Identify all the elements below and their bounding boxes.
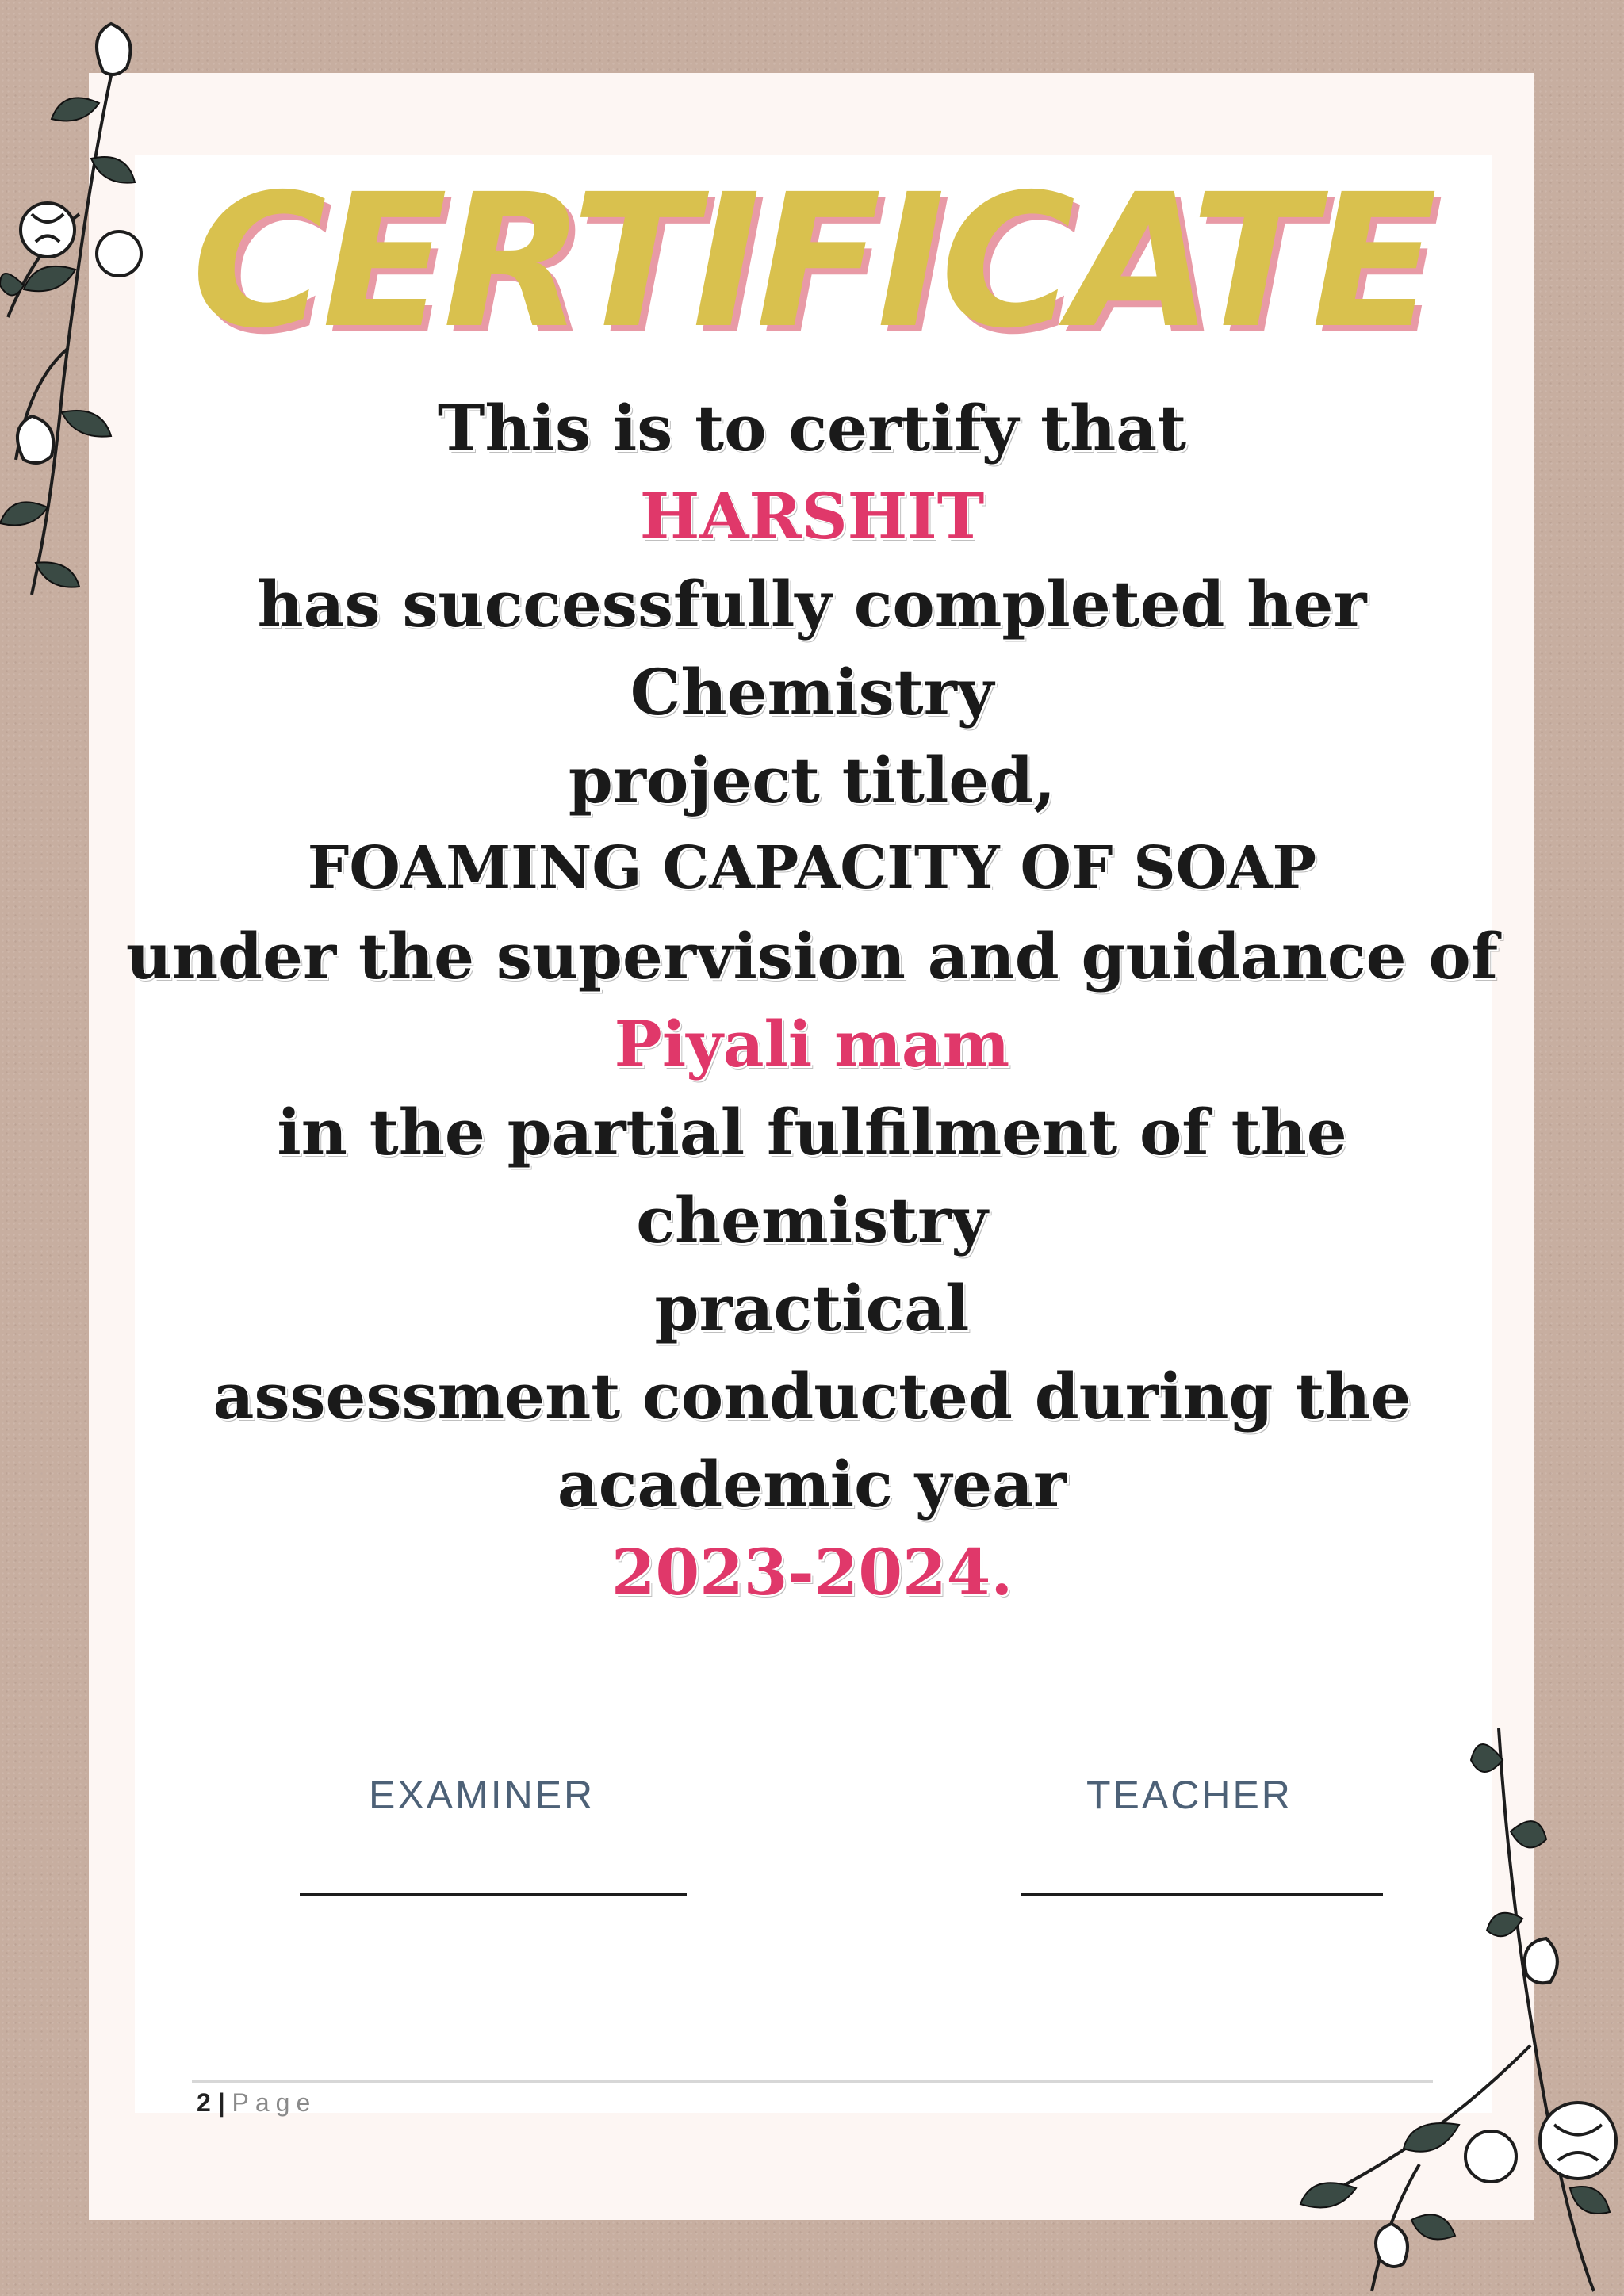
examiner-label: EXAMINER: [369, 1773, 596, 1817]
teacher-signature-line: [1021, 1893, 1383, 1896]
project-titled-text: project titled,: [568, 743, 1056, 817]
practical-text: practical: [654, 1271, 970, 1345]
certificate-title: CERTIFICATE: [191, 155, 1433, 369]
teacher-label: TEACHER: [1086, 1773, 1293, 1817]
supervisor-name: Piyali mam: [614, 1007, 1010, 1081]
page-label: Page: [232, 2088, 317, 2117]
academic-year: 2023-2024.: [611, 1535, 1013, 1609]
supervision-text: under the supervision and guidance of: [125, 919, 1499, 993]
project-title: FOAMING CAPACITY OF SOAP: [307, 834, 1317, 902]
page-separator: |: [217, 2088, 225, 2117]
subject-text: Chemistry: [630, 655, 994, 729]
completion-text: has successfully completed her: [257, 567, 1367, 641]
floral-bottom-right-icon: [1261, 1712, 1624, 2296]
certificate-body: [0, 385, 1624, 1617]
student-name: HARSHIT: [639, 479, 985, 553]
academic-year-text: academic year: [557, 1447, 1067, 1521]
fulfilment-text: in the partial fulfilment of the: [277, 1095, 1347, 1169]
examiner-signature-line: [300, 1893, 687, 1896]
certify-intro-text: This is to certify that: [437, 391, 1187, 465]
chemistry-text: chemistry: [636, 1183, 988, 1257]
assessment-text: assessment conducted during the: [213, 1359, 1411, 1433]
page-footer: [197, 2088, 316, 2118]
footer-divider: [192, 2080, 1433, 2083]
page-number: 2: [197, 2088, 211, 2117]
